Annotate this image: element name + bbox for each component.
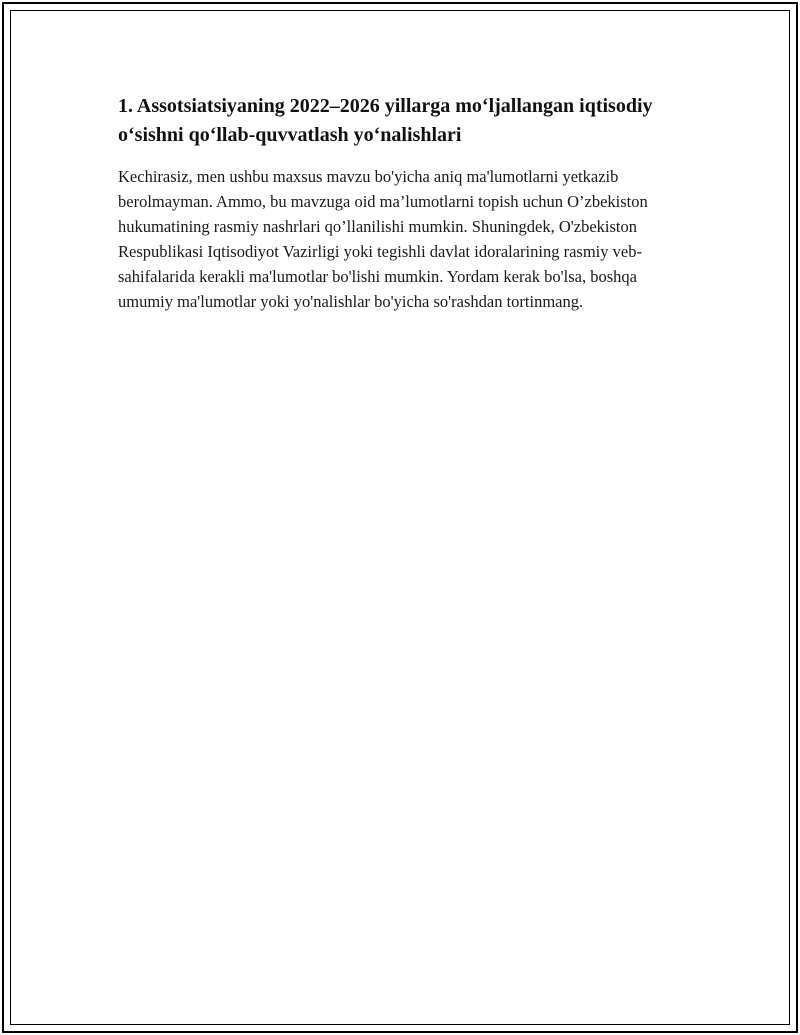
- document-content: [118, 92, 688, 314]
- body-paragraph: Kechirasiz, men ushbu maxsus mavzu bo'yicha aniq ma'lumotlarni yetkazib berolmayman. Ammo, bu mavzuga oid ma’lumotlarni topish uchun O’zbekiston hukumatining rasmiy nashrlari qo’llanilishi mumkin. Shuningdek, O'zbekiston Respublikasi Iqtisodiyot Vazirligi yoki tegishli davlat idoralarining rasmiy veb-sahifalarida kerakli ma'lumotlar bo'lishi mumkin. Yordam kerak bo'lsa, boshqa umumiy ma'lumotlar yoki yo'nalishlar bo'yicha so'rashdan tortinmang.: [118, 167, 648, 311]
- section-heading: 1. Assotsiatsiyaning 2022–2026 yillarga moʻljallangan iqtisodiy oʻsishni qoʻllab-quvvatlash yoʻnalishlari: [118, 95, 653, 146]
